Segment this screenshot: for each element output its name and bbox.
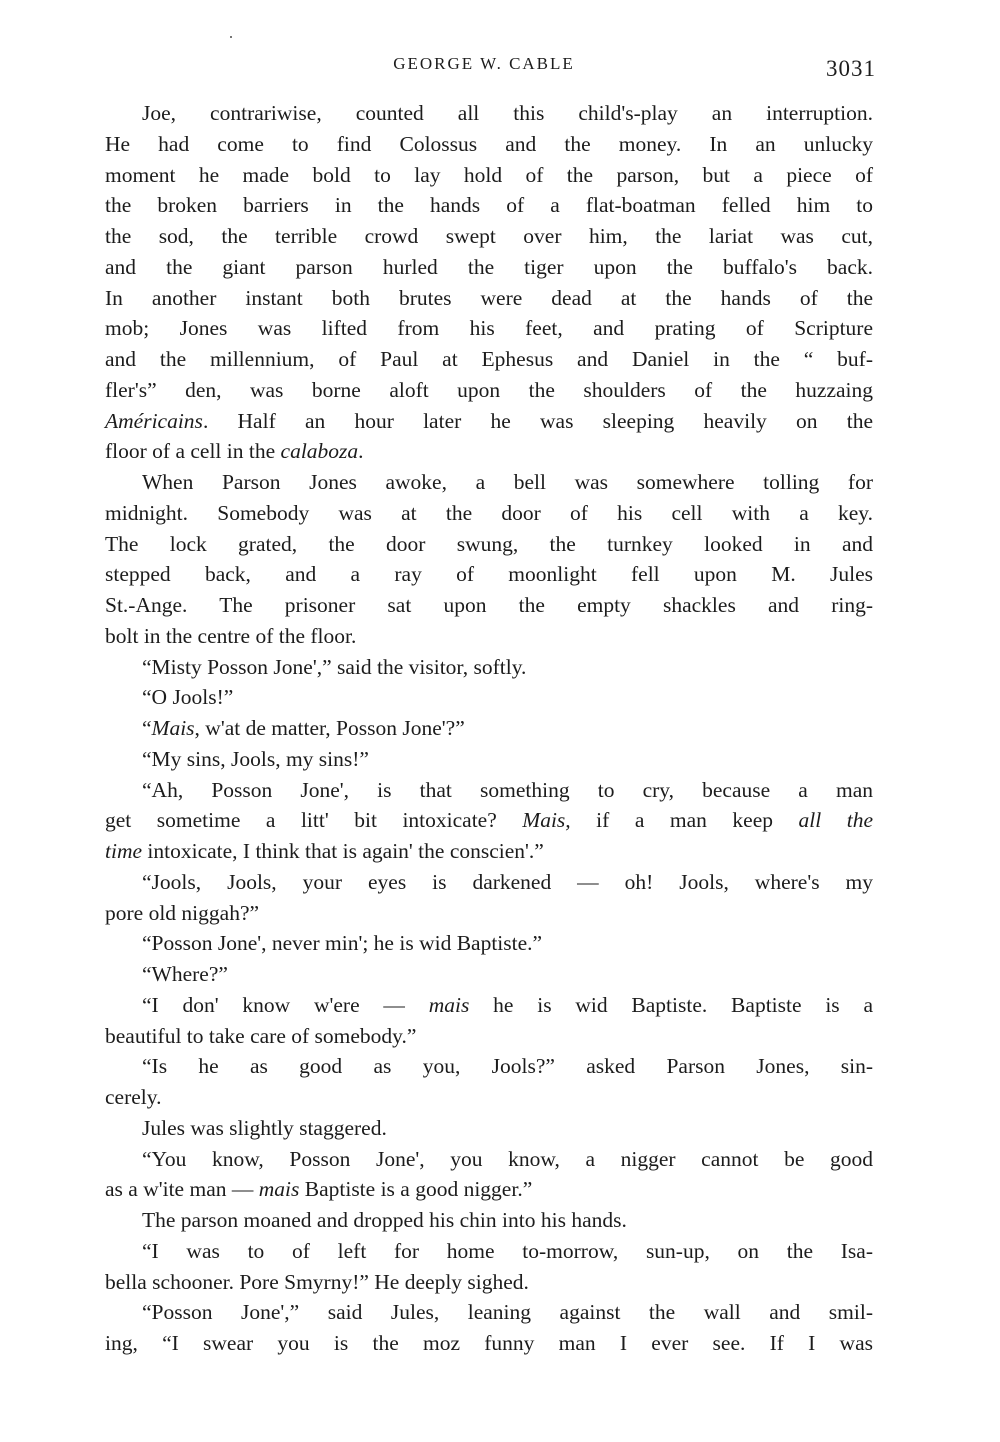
text-segment: . Half an hour later he was sleeping heavily on the bbox=[202, 408, 873, 433]
text-line bbox=[105, 805, 873, 836]
text-line: mob; Jones was lifted from his feet, and prating of Scripture bbox=[105, 316, 873, 341]
text-segment: intoxicate, I think that is again' the conscien'.” bbox=[142, 839, 544, 863]
text-line: The lock grated, the door swung, the turnkey looked in and bbox=[105, 531, 873, 556]
text-line: ing, “I swear you is the moz funny man I ever see. If I was bbox=[105, 1331, 873, 1355]
text-line: “Where?” bbox=[142, 962, 228, 986]
text-line bbox=[105, 406, 873, 437]
text-line: “I was to of left for home to-morrow, sun-up, on the Isa- bbox=[142, 1238, 873, 1263]
text-line: moment he made bold to lay hold of the parson, but a piece of bbox=[105, 162, 873, 187]
text-line: “Posson Jone', never min'; he is wid Baptiste.” bbox=[142, 931, 543, 956]
italic-text: Mais bbox=[151, 716, 195, 740]
text-line: “O Jools!” bbox=[142, 685, 234, 710]
text-line bbox=[105, 436, 873, 467]
text-line: Jules was slightly staggered. bbox=[142, 1115, 387, 1140]
text-line: midnight. Somebody was at the door of his cell with a key. bbox=[105, 500, 873, 525]
text-line: “Is he as good as you, Jools?” asked Parson Jones, sin- bbox=[142, 1054, 873, 1079]
text-line: Joe, contrariwise, counted all this child's-play an interruption. bbox=[142, 101, 873, 125]
text-line: “Ah, Posson Jone', is that something to cry, because a man bbox=[142, 777, 873, 802]
text-line: He had come to find Colossus and the money. In an unlucky bbox=[105, 131, 873, 156]
text-line: stepped back, and a ray of moonlight fell upon M. Jules bbox=[105, 562, 873, 587]
text-line: the sod, the terrible crowd swept over him, the lariat was cut, bbox=[105, 224, 873, 248]
text-line: fler's” den, was borne aloft upon the shoulders of the huzzaing bbox=[105, 377, 873, 402]
page-number: 3031 bbox=[826, 56, 876, 81]
text-line: beautiful to take care of somebody.” bbox=[105, 1023, 417, 1048]
text-line bbox=[105, 1174, 873, 1205]
text-segment: . bbox=[358, 439, 364, 464]
running-head: GEORGE W. CABLE bbox=[393, 54, 575, 73]
text-line: “Posson Jone',” said Jules, leaning against the wall and smil- bbox=[142, 1300, 873, 1325]
text-segment: “I don' know w'ere — bbox=[142, 992, 429, 1017]
text-line: bella schooner. Pore Smyrny!” He deeply sighed. bbox=[105, 1269, 529, 1294]
text-line: bolt in the centre of the floor. bbox=[105, 623, 357, 648]
stray-mark bbox=[230, 36, 232, 38]
text-line bbox=[105, 713, 873, 744]
text-line: cerely. bbox=[105, 1085, 162, 1109]
text-line: “Misty Posson Jone',” said the visitor, softly. bbox=[142, 654, 527, 679]
text-line bbox=[105, 836, 873, 867]
text-line bbox=[105, 990, 873, 1021]
text-segment: get sometime a litt' bit intoxicate? bbox=[105, 808, 523, 833]
text-line: and the millennium, of Paul at Ephesus and Daniel in the “ buf- bbox=[105, 347, 873, 371]
text-segment: “ bbox=[142, 716, 152, 740]
text-segment: floor of a cell in the bbox=[105, 439, 281, 464]
text-segment: Baptiste is a good nigger.” bbox=[299, 1177, 533, 1202]
italic-text: calaboza bbox=[280, 439, 359, 464]
text-line: St.-Ange. The prisoner sat upon the empty shackles and ring- bbox=[105, 593, 873, 617]
text-line: “You know, Posson Jone', you know, a nigger cannot be good bbox=[142, 1146, 873, 1171]
text-line: In another instant both brutes were dead at the hands of the bbox=[105, 285, 873, 310]
text-segment: if a man keep bbox=[570, 808, 799, 833]
italic-text: Américains bbox=[105, 408, 203, 433]
page-header bbox=[0, 54, 1000, 80]
text-line: and the giant parson hurled the tiger upon the buffalo's back. bbox=[105, 254, 873, 279]
italic-text: mais bbox=[428, 992, 470, 1017]
text-line: “My sins, Jools, my sins!” bbox=[142, 746, 369, 771]
italic-text: mais bbox=[258, 1177, 300, 1202]
text-line: the broken barriers in the hands of a flat-boatman felled him to bbox=[105, 193, 873, 218]
text-line: The parson moaned and dropped his chin into his hands. bbox=[142, 1208, 627, 1232]
italic-text: Mais, bbox=[522, 808, 571, 833]
text-segment: he is wid Baptiste. Baptiste is a bbox=[469, 992, 873, 1017]
italic-text: all the bbox=[798, 808, 873, 833]
text-line: When Parson Jones awoke, a bell was somewhere tolling for bbox=[142, 470, 873, 494]
text-segment: as a w'ite man — bbox=[105, 1177, 259, 1202]
text-line: “Jools, Jools, your eyes is darkened — oh! Jools, where's my bbox=[142, 869, 873, 894]
body-text bbox=[105, 98, 873, 1359]
text-line: pore old niggah?” bbox=[105, 900, 260, 925]
italic-text: time bbox=[105, 839, 143, 863]
text-segment: , w'at de matter, Posson Jone'?” bbox=[194, 716, 465, 740]
